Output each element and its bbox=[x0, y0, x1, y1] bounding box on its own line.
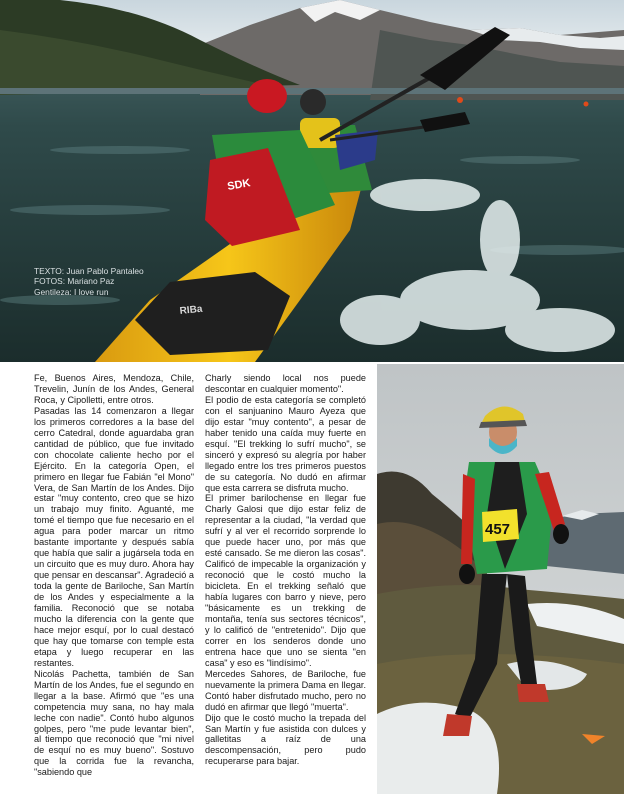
article-column-left bbox=[34, 373, 194, 778]
runner-scene bbox=[377, 364, 624, 794]
backpack-brand: SDK bbox=[226, 177, 252, 193]
paragraph: Dijo que le costó mucho la trepada del San Martín y fue asistida con dulces y galletitas a raíz de una descompensación, pero pudo recuperarse para bajar. bbox=[205, 712, 366, 767]
kayak-scene bbox=[0, 0, 624, 362]
credit-text: TEXTO: Juan Pablo Pantaleo bbox=[34, 266, 144, 276]
article-column-right bbox=[205, 373, 366, 767]
runner-photo bbox=[377, 364, 624, 794]
credit-photos: FOTOS: Mariano Paz bbox=[34, 276, 115, 287]
hero-photo-kayak bbox=[0, 0, 624, 362]
paragraph: Fe, Buenos Aires, Mendoza, Chile, Trevelin, Junín de los Andes, General Roca, y Cipolletti, entre otros. bbox=[34, 373, 194, 405]
credit-courtesy: Gentileza: I love run bbox=[34, 286, 109, 297]
photo-credits bbox=[34, 266, 144, 297]
paragraph: Nicolás Pachetta, también de San Martín de los Andes, fue el segundo en llegar a la base. Afirmó que "es una competencia muy sana, no hay mala leche con nadie". Contó hubo algunos golpes, pero "me pude levantar bien", al tiempo que reconoció que "mi nivel de esquí no es muy bueno". Sostuvo que la corrida fue la revancha, "sabiendo que bbox=[34, 668, 194, 778]
bib-number: 457 bbox=[485, 521, 511, 538]
helmet-icon bbox=[247, 79, 287, 113]
paragraph: Pasadas las 14 comenzaron a llegar los primeros corredores a la base del cerro Catedral, donde aguardaba gran cantidad de público, que fue invitado con chocolate caliente hecho por el Ejército. En la categoría Open, el primero en llegar fue Fabián "el Mono" Vera, de San Martín de los Andes. Dijo estar "muy contento, creo que se hizo un trabajo muy finito. Aguanté, me tomé el tiempo que fue necesario en el agua para poder marcar un ritmo bastante importante y después sabía que había que salir a jugársela toda en un circuito que es muy duro. Ahora hay que pensar en descansar". Agradeció a toda la gente de Bariloche, San Martín de los Andes y especialmente a la familia. Reconoció que se notaba mucho la diferencia con la gente que hace mejor esquí, por lo cual destacó que hay que tomarse con temple esta etapa y luego recuperar en las restantes. bbox=[34, 405, 194, 668]
paragraph: El podio de esta categoría se completó con el sanjuanino Mauro Ayeza que dijo estar "muy contento", a pesar de haber tenido una caída muy fuerte en esquí. "El trekking lo sufrí mucho", se sinceró y expresó su alegría por haber llegado entre los tres primeros puestos de su categoría. No dudó en afirmar que esta carrera se disfruta mucho. bbox=[205, 394, 366, 493]
paragraph: Mercedes Sahores, de Bariloche, fue nuevamente la primera Dama en llegar. Contó haber disfrutado mucho, pero no dudó en afirmar que llegó "muerta". bbox=[205, 668, 366, 712]
deck-bag-brand: RIBa bbox=[179, 303, 203, 317]
paragraph: Charly siendo local nos puede descontar en cualquier momento". bbox=[205, 373, 366, 394]
paragraph: El primer barilochense en llegar fue Charly Galosi que dijo estar feliz de representar a la ciudad, "la verdad que sufrí y al ver el recorrido sorprende lo que puede hacer uno, por más que esté cansado. Se me dieron las cosas". Calificó de impecable la organización y reconoció que le costó mucho la bicicleta. En el trekking señaló que había lugares con barro y nieve, pero "básicamente es un trekking de montaña, tenía sus sectores técnicos", y lo calificó de "entretenido". Dijo que correr en los senderos donde uno entrena hace que uno se sienta "en casa" y eso es "lindísimo". bbox=[205, 493, 366, 668]
